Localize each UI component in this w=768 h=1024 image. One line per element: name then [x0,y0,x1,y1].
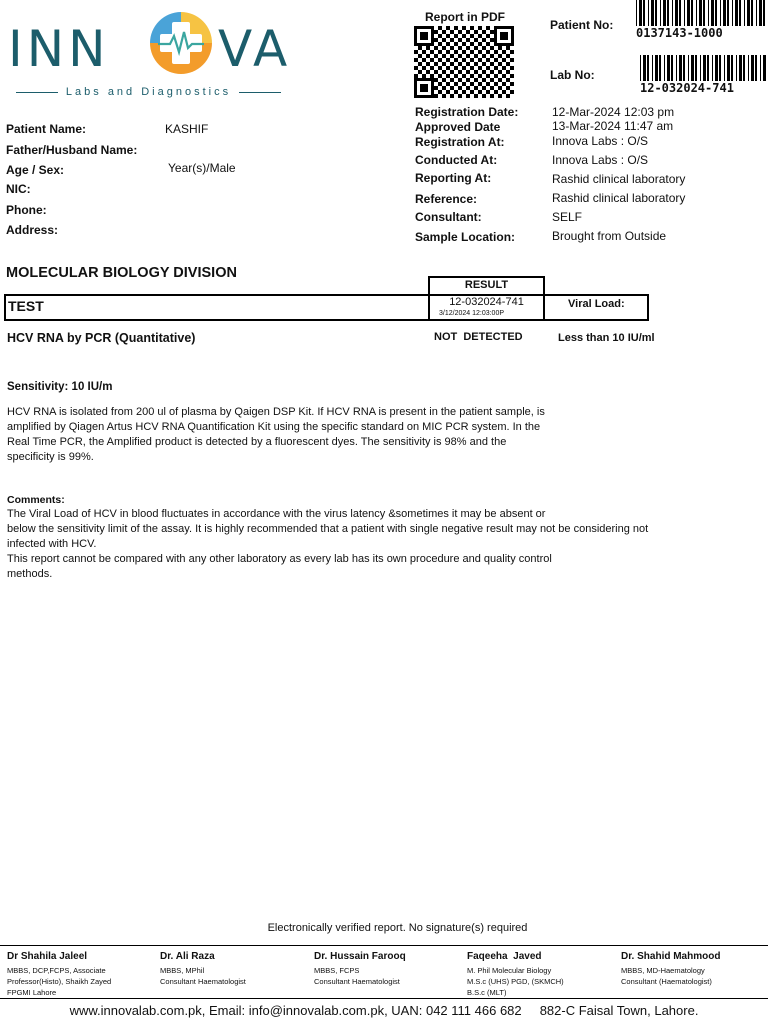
doctor-block [621,951,766,987]
doctor-qualification: M. Phil Molecular Biology [467,966,552,975]
conducted-value: Innova Labs : O/S [552,153,649,167]
doctor-qualification: MBBS, FCPS [314,966,360,975]
comment-line: This report cannot be compared with any other laboratory as every lab has its own procedure and quality control [7,553,552,565]
innova-logo [6,6,292,98]
logo-word-right: VA [218,20,292,78]
footer-divider [0,945,768,946]
patient-barcode-icon [634,0,768,26]
approved-value: 13-Mar-2024 11:47 am [552,119,674,133]
method-paragraph [7,405,607,465]
father-name-label: Father/Husband Name: [6,143,138,157]
comment-line: below the sensitivity limit of the assay. It is highly recommended that a patient with single negative result may not be considering not [7,523,649,535]
test-header-row [4,294,649,321]
result-header: RESULT [464,279,509,291]
comment-line: methods. [7,568,53,580]
doctor-block [160,951,310,987]
age-sex-label: Age / Sex: [6,163,65,177]
nic-label: NIC: [6,182,31,196]
sensitivity-text: Sensitivity: 10 IU/m [7,381,113,393]
viral-load-value: Less than 10 IU/ml [558,332,655,344]
doctor-qualification: Consultant (Haematologist) [621,977,712,986]
reg-at-value: Innova Labs : O/S [552,134,649,148]
age-sex-value: Year(s)/Male [168,161,236,175]
logo-subtitle [16,86,281,98]
sample-location-label: Sample Location: [415,230,516,244]
method-line: Real Time PCR, the Amplified product is detected by a fluorescent dyes. The sensitivity is 98% and the [7,436,507,448]
patient-name-value: KASHIF [165,122,209,136]
doctor-qualification: Consultant Haematologist [314,977,400,986]
method-line: amplified by Qiagen Artus HCV RNA Quantification Kit using the specific standard on MIC PCR system. In the [7,421,541,433]
patient-name-label: Patient Name: [6,122,87,136]
reference-value: Rashid clinical laboratory [552,191,686,205]
consultant-label: Consultant: [415,210,482,224]
reg-at-label: Registration At: [415,135,505,149]
lab-ref-number: 12-032024-741 [449,296,524,308]
patient-no-value: 0137143-1000 [636,26,723,40]
patient-no-label: Patient No: [550,18,614,32]
doctor-name: Dr. Shahid Mahmood [621,951,721,962]
reporting-value: Rashid clinical laboratory [552,172,686,186]
reporting-label: Reporting At: [415,171,492,185]
doctor-qualification: MBBS, DCP,FCPS, Associate [7,966,106,975]
doctor-name: Dr. Hussain Farooq [314,951,406,962]
lab-no-label: Lab No: [550,68,595,82]
doctor-qualification: B.S.c (MLT) [467,988,507,997]
method-line: HCV RNA is isolated from 200 ul of plasma by Qaigen DSP Kit. If HCV RNA is present in the patient sample, is [7,406,545,418]
logo-word-left: INN [8,20,110,78]
viral-load-header: Viral Load: [568,298,625,310]
test-header: TEST [8,298,44,314]
test-result: NOT DETECTED [434,331,523,343]
column-divider [543,294,545,321]
conducted-label: Conducted At: [415,153,498,167]
doctor-qualification: MBBS, MPhil [160,966,205,975]
doctor-qualification: MBBS, MD-Haematology [621,966,705,975]
comments-title: Comments: [7,494,65,506]
comment-line: The Viral Load of HCV in blood fluctuates in accordance with the virus latency &sometimes it may be absent or [7,508,546,520]
logo-cross-icon [146,8,216,78]
doctor-block [314,951,464,987]
doctor-name: Faqeeha Javed [467,951,542,962]
doctor-qualification: FPGMI Lahore [7,988,57,997]
doctor-name: Dr. Ali Raza [160,951,215,962]
doctor-qualification: Professor(Histo), Shaikh Zayed [7,977,112,986]
doctor-qualification: M.S.c (UHS) PGD, (SKMCH) [467,977,564,986]
reg-date-label: Registration Date: [415,105,519,119]
footer-divider [0,998,768,999]
division-title: MOLECULAR BIOLOGY DIVISION [6,265,237,281]
comment-line: infected with HCV. [7,538,97,550]
contact-line: www.innovalab.com.pk, Email: info@innovalab.com.pk, UAN: 042 111 466 682 882-C Faisal Town, Lahore. [69,1003,699,1018]
logo-subtitle-text: Labs and Diagnostics [65,86,232,98]
approved-label: Approved Date [415,120,501,134]
qr-code-icon[interactable] [414,26,514,98]
test-name: HCV RNA by PCR (Quantitative) [7,331,196,345]
lab-no-value: 12-032024-741 [640,81,734,95]
address-label: Address: [6,223,59,237]
comments-paragraph [7,507,727,582]
method-line: specificity is 99%. [7,451,94,463]
verified-note: Electronically verified report. No signature(s) required [267,922,528,934]
doctor-name: Dr Shahila Jaleel [7,951,88,962]
doctor-block [467,951,617,998]
phone-label: Phone: [6,203,47,217]
sample-location-value: Brought from Outside [552,229,667,243]
consultant-value: SELF [552,210,583,224]
lab-barcode-icon [638,55,768,81]
report-pdf-label: Report in PDF [425,10,505,24]
doctor-qualification: Consultant Haematologist [160,977,246,986]
reference-label: Reference: [415,192,478,206]
lab-ref-date: 3/12/2024 12:03:00P [439,310,505,317]
reg-date-value: 12-Mar-2024 12:03 pm [552,105,675,119]
doctor-block [7,951,157,998]
